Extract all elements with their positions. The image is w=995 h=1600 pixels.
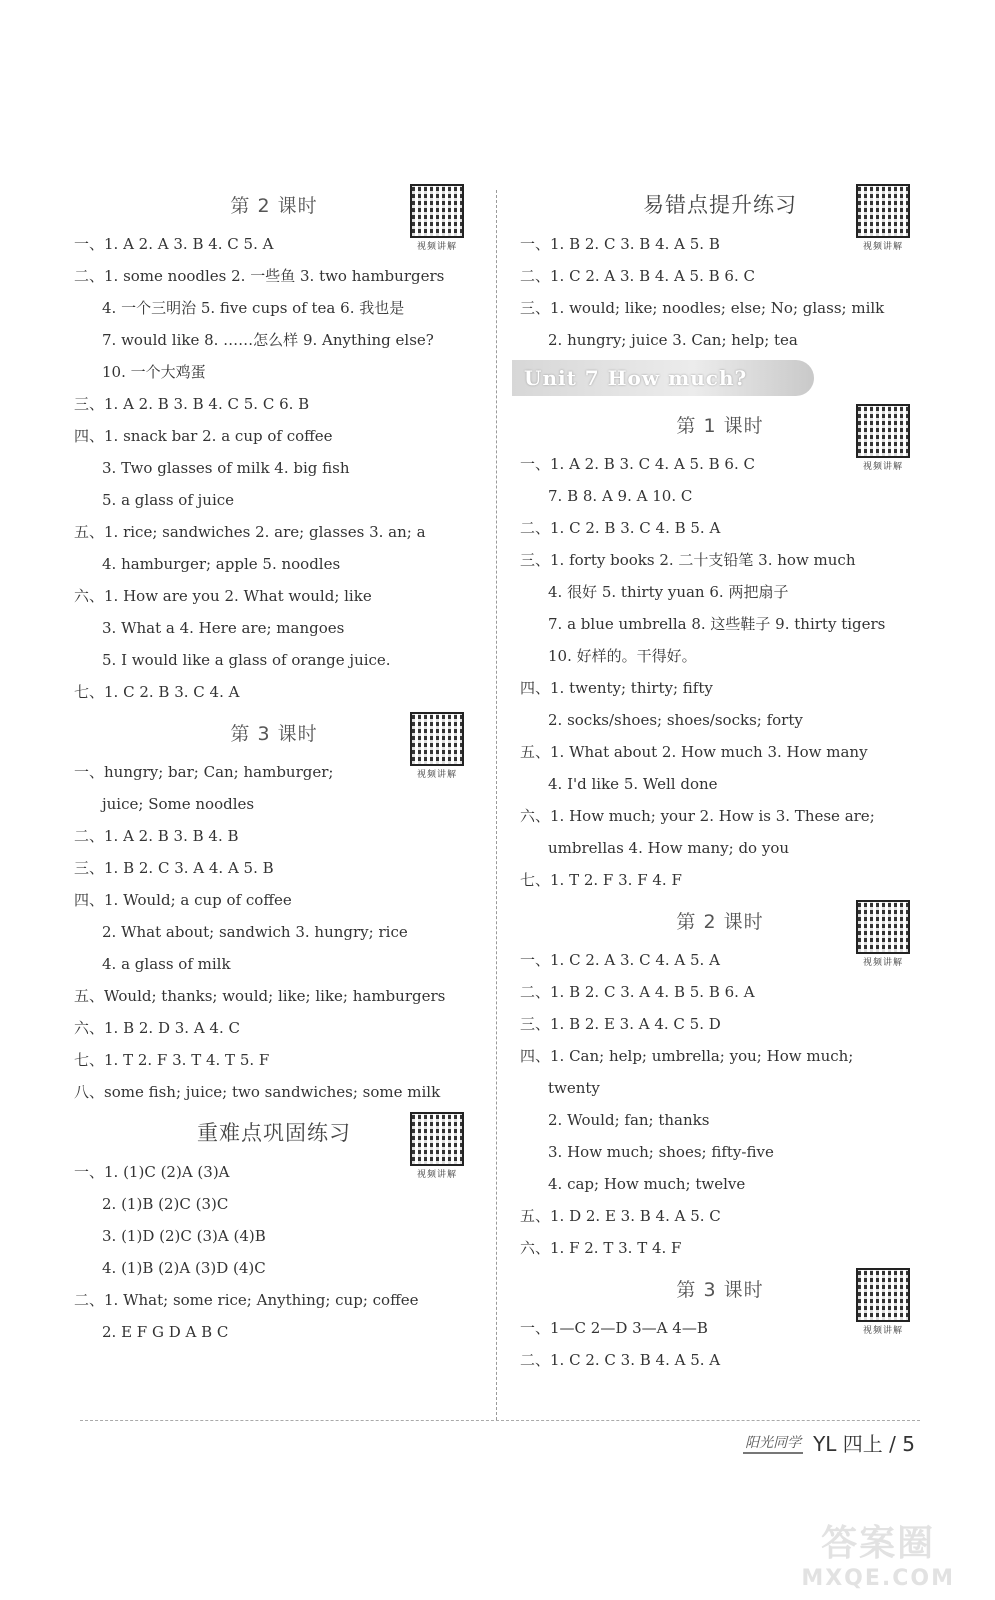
right-column (520, 180, 920, 1376)
qr-code-icon[interactable] (408, 712, 466, 780)
answer-line: 八、some fish; juice; two sandwiches; some milk (74, 1083, 441, 1101)
qr-label: 视频讲解 (862, 958, 903, 968)
answer-line: 七、1. C 2. B 3. C 4. A (74, 683, 240, 701)
answer-line: 2. (1)B (2)C (3)C (102, 1195, 229, 1213)
answer-line: 4. cap; How much; twelve (548, 1175, 746, 1193)
qr-pattern (410, 712, 464, 766)
answer-line: 二、1. some noodles 2. 一些鱼 3. two hamburgers (74, 267, 445, 285)
answer-line: 2. socks/shoes; shoes/socks; forty (548, 711, 803, 729)
answer-line: 10. 一个大鸡蛋 (102, 363, 206, 381)
qr-pattern (856, 900, 910, 954)
answer-line: 四、1. Can; help; umbrella; you; How much; (520, 1047, 854, 1065)
answer-line: twenty (548, 1079, 600, 1097)
answer-line: 3. What a 4. Here are; mangoes (102, 619, 345, 637)
answer-line: 二、1. C 2. A 3. B 4. A 5. B 6. C (520, 267, 755, 285)
page-label: YL 四上 / 5 (813, 1432, 915, 1456)
left-column (74, 180, 474, 1348)
unit-banner: Unit 7 How much? (512, 360, 814, 396)
answer-line: 一、hungry; bar; Can; hamburger; (74, 763, 334, 781)
answer-line: 一、1—C 2—D 3—A 4—B (520, 1319, 708, 1337)
answer-line: 10. 好样的。干得好。 (548, 647, 697, 665)
answer-line: 4. 很好 5. thirty yuan 6. 两把扇子 (548, 583, 789, 601)
qr-label: 视频讲解 (862, 1326, 903, 1336)
answer-line: 4. a glass of milk (102, 955, 231, 973)
answer-line: 二、1. What; some rice; Anything; cup; coffee (74, 1291, 419, 1309)
watermark-url: MXQE.COM (801, 1566, 955, 1591)
answer-line: 一、1. C 2. A 3. C 4. A 5. A (520, 951, 720, 969)
answer-line: 五、1. D 2. E 3. B 4. A 5. C (520, 1207, 721, 1225)
qr-label: 视频讲解 (862, 462, 903, 472)
answer-line: 2. E F G D A B C (102, 1323, 229, 1341)
answer-line: 5. I would like a glass of orange juice. (102, 651, 391, 669)
answer-line: 2. What about; sandwich 3. hungry; rice (102, 923, 408, 941)
answer-line: 五、1. rice; sandwiches 2. are; glasses 3. an; a (74, 523, 426, 541)
qr-code-icon[interactable] (854, 184, 912, 252)
answer-line: umbrellas 4. How many; do you (548, 839, 790, 857)
qr-code-icon[interactable] (408, 1112, 466, 1180)
answer-line: 六、1. B 2. D 3. A 4. C (74, 1019, 240, 1037)
answer-line: 三、1. B 2. E 3. A 4. C 5. D (520, 1015, 721, 1033)
qr-label: 视频讲解 (416, 1170, 457, 1180)
section-title-text: 第 3 课时 (230, 722, 318, 745)
section-title-text: 第 3 课时 (676, 1278, 764, 1301)
column-divider (496, 190, 497, 1420)
answer-line: 六、1. How much; your 2. How is 3. These are; (520, 807, 875, 825)
answer-line: 三、1. would; like; noodles; else; No; glass; milk (520, 299, 885, 317)
qr-label: 视频讲解 (416, 242, 457, 252)
answer-line: 六、1. F 2. T 3. T 4. F (520, 1239, 682, 1257)
qr-label: 视频讲解 (862, 242, 903, 252)
qr-code-icon[interactable] (854, 404, 912, 472)
answer-line: 一、1. A 2. A 3. B 4. C 5. A (74, 235, 274, 253)
answer-line: 三、1. A 2. B 3. B 4. C 5. C 6. B (74, 395, 310, 413)
answer-line: 二、1. C 2. B 3. C 4. B 5. A (520, 519, 721, 537)
answer-line: 7. B 8. A 9. A 10. C (548, 487, 693, 505)
answer-line: 2. Would; fan; thanks (548, 1111, 710, 1129)
answer-line: 四、1. snack bar 2. a cup of coffee (74, 427, 333, 445)
answer-line: 3. Two glasses of milk 4. big fish (102, 459, 350, 477)
answer-line: 3. How much; shoes; fifty-five (548, 1143, 774, 1161)
answer-line: 4. (1)B (2)A (3)D (4)C (102, 1259, 266, 1277)
answer-line: 七、1. T 2. F 3. T 4. T 5. F (74, 1051, 270, 1069)
answer-line: 二、1. B 2. C 3. A 4. B 5. B 6. A (520, 983, 755, 1001)
section-title-text: 易错点提升练习 (643, 193, 797, 217)
qr-pattern (856, 404, 910, 458)
qr-label: 视频讲解 (416, 770, 457, 780)
answer-line: 一、1. A 2. B 3. C 4. A 5. B 6. C (520, 455, 755, 473)
page-footer (743, 1428, 915, 1457)
answer-line: 五、Would; thanks; would; like; like; hamburgers (74, 987, 446, 1005)
answer-line: juice; Some noodles (102, 795, 255, 813)
answer-line: 二、1. C 2. C 3. B 4. A 5. A (520, 1351, 721, 1369)
qr-pattern (856, 1268, 910, 1322)
section-title-text: 重难点巩固练习 (197, 1121, 351, 1145)
footer-divider (80, 1420, 920, 1421)
answer-line: 4. I'd like 5. Well done (548, 775, 718, 793)
section-title-text: 第 2 课时 (230, 194, 318, 217)
answer-line: 3. (1)D (2)C (3)A (4)B (102, 1227, 266, 1245)
qr-code-icon[interactable] (854, 900, 912, 968)
answer-line: 一、1. (1)C (2)A (3)A (74, 1163, 230, 1181)
answer-line: 5. a glass of juice (102, 491, 235, 509)
section-title-text: 第 2 课时 (676, 910, 764, 933)
answer-line: 7. would like 8. ……怎么样 9. Anything else? (102, 331, 434, 349)
answer-line: 二、1. A 2. B 3. B 4. B (74, 827, 239, 845)
qr-code-icon[interactable] (854, 1268, 912, 1336)
answer-line: 四、1. twenty; thirty; fifty (520, 679, 713, 697)
answer-line: 4. 一个三明治 5. five cups of tea 6. 我也是 (102, 299, 405, 317)
answer-line: 四、1. Would; a cup of coffee (74, 891, 292, 909)
answer-line: 4. hamburger; apple 5. noodles (102, 555, 341, 573)
section-title-text: 第 1 课时 (676, 414, 764, 437)
brand-logo: 阳光同学 (743, 1432, 803, 1454)
answer-line: 六、1. How are you 2. What would; like (74, 587, 372, 605)
answer-line: 五、1. What about 2. How much 3. How many (520, 743, 868, 761)
answer-line: 三、1. B 2. C 3. A 4. A 5. B (74, 859, 274, 877)
answer-line: 2. hungry; juice 3. Can; help; tea (548, 331, 798, 349)
answer-line: 七、1. T 2. F 3. F 4. F (520, 871, 682, 889)
qr-pattern (856, 184, 910, 238)
site-watermark (801, 1515, 955, 1591)
watermark-main: 答案圈 (821, 1523, 936, 1564)
qr-code-icon[interactable] (408, 184, 466, 252)
qr-pattern (410, 1112, 464, 1166)
answer-line: 7. a blue umbrella 8. 这些鞋子 9. thirty tigers (548, 615, 886, 633)
qr-pattern (410, 184, 464, 238)
answer-line: 三、1. forty books 2. 二十支铅笔 3. how much (520, 551, 856, 569)
answer-line: 一、1. B 2. C 3. B 4. A 5. B (520, 235, 720, 253)
